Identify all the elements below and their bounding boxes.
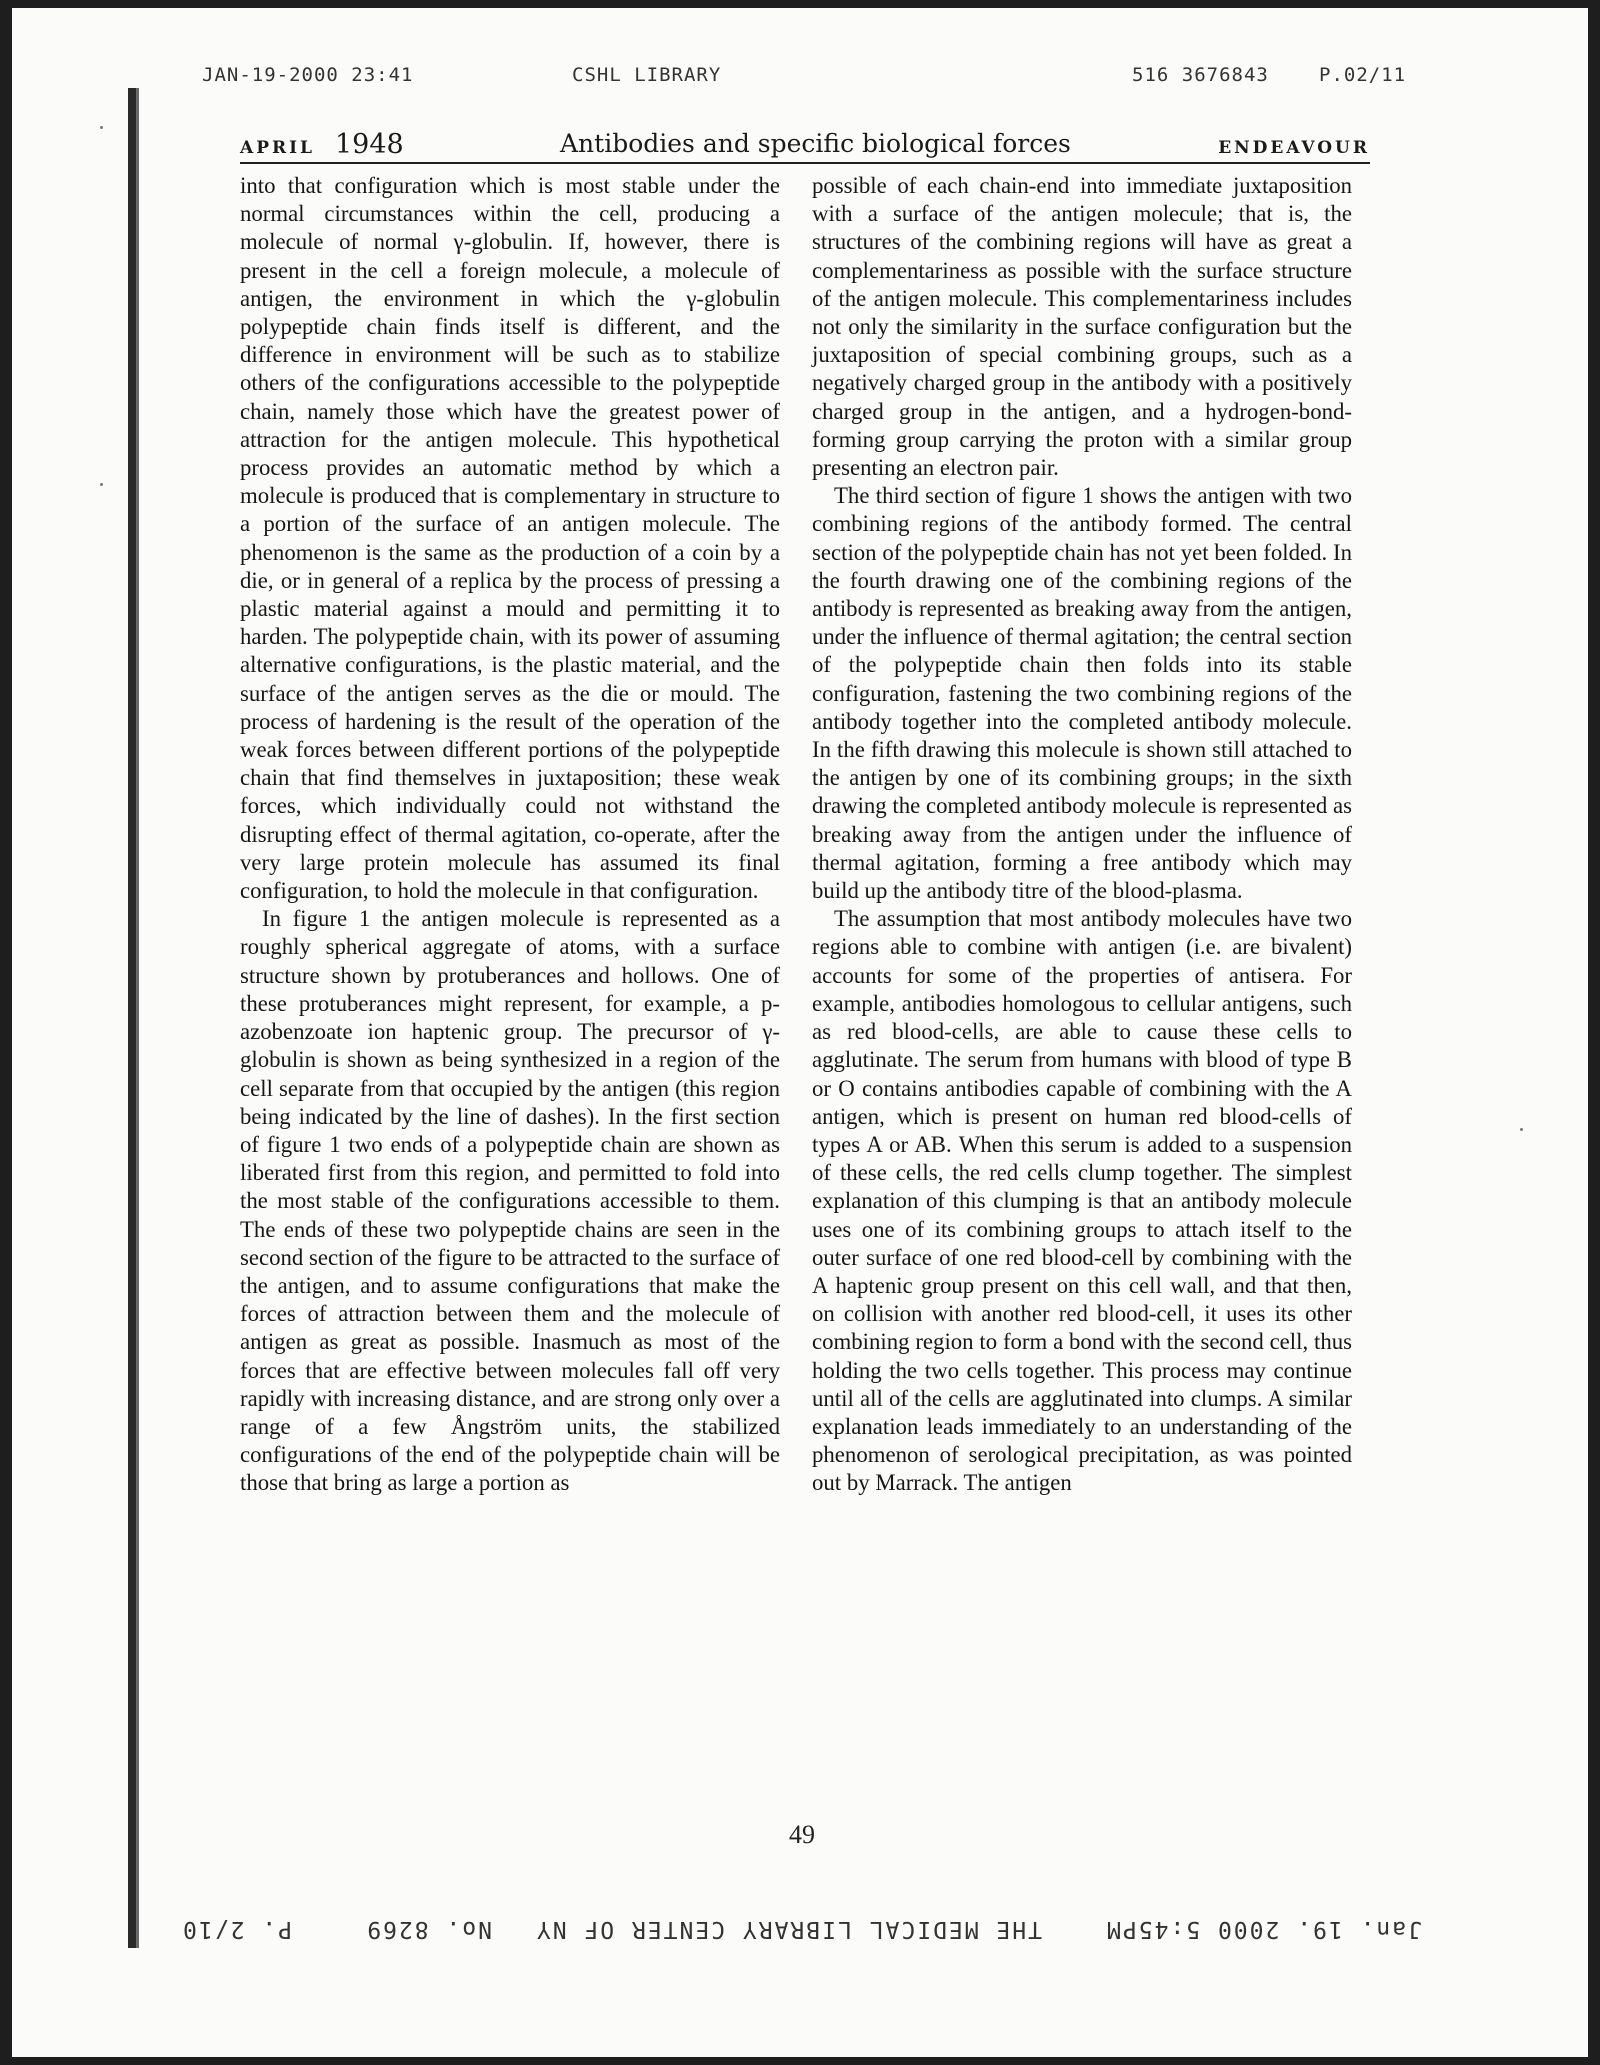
fax-header xyxy=(202,64,1432,94)
fax-footer-upside-down xyxy=(162,1908,1422,1942)
fax-footer-fax-no: No. 8269 xyxy=(365,1916,492,1942)
fax-header-sender: CSHL LIBRARY xyxy=(572,64,722,86)
running-head-journal: ENDEAVOUR xyxy=(1218,138,1370,158)
fax-footer-datetime: Jan. 19. 2000 5:45PM xyxy=(1105,1916,1422,1942)
fax-edge-mark xyxy=(128,88,136,1948)
fax-page xyxy=(12,8,1588,2057)
running-head-month: APRIL xyxy=(240,138,316,158)
paragraph: The third section of figure 1 shows the antigen with two combining regions of the antibody formed. The central section of the polypeptide chain has not yet been folded. In the fourth drawing one of the combining regions of the antibody is represented as breaking away from the antigen, under the influence of thermal agitation; the central section of the polypeptide chain then folds into its stable configuration, fastening the two combining regions of the antibody together into the completed antibody molecule. In the fifth drawing this molecule is shown still attached to the antigen by one of its combining groups; in the sixth drawing the completed antibody molecule is represented as breaking away from the antigen under the influence of thermal agitation, forming a free antibody which may build up the antibody titre of the blood-plasma. xyxy=(812,483,1352,904)
scan-speck xyxy=(100,126,103,129)
right-column xyxy=(812,172,1352,1498)
fax-footer-page: P. 2/10 xyxy=(181,1916,292,1942)
scan-speck xyxy=(1520,1128,1523,1131)
page-number: 49 xyxy=(789,1820,815,1849)
scan-speck xyxy=(100,483,103,486)
running-head xyxy=(240,126,1370,164)
paragraph: into that configuration which is most stable under the normal circumstances within the cell, producing a molecule of normal γ-globulin. If, however, there is present in the cell a foreign molecule, a molecule of antigen, the environment in which the γ-globulin polypeptide chain finds itself is different, and the difference in environment will be such as to stabilize others of the configurations accessible to the polypeptide chain, namely those which have the greatest power of attraction for the antigen molecule. This hypothetical process provides an automatic method by which a molecule is produced that is complementary in structure to a portion of the surface of an antigen molecule. The phenomenon is the same as the production of a coin by a die, or in general of a replica by the process of pressing a plastic material against a mould and permitting it to harden. The polypeptide chain, with its power of assuming alternative configurations, is the plastic material, and the surface of the antigen serves as the die or mould. The process of hardening is the result of the operation of the weak forces between different portions of the polypeptide chain that find themselves in juxtaposition; these weak forces, which individually could not withstand the disrupting effect of thermal agitation, co-operate, after the very large protein molecule has assumed its final configuration, to hold the molecule in that configuration. xyxy=(240,173,780,904)
paragraph: possible of each chain-end into immediate juxtaposition with a surface of the antigen molecule; that is, the structures of the combining regions will have as great a complementariness as possible with the surface structure of the antigen molecule. This complementariness includes not only the similarity in the surface configuration but the juxtaposition of special combining groups, such as a negatively charged group in the antibody with a positively charged group in the antigen, and a hydrogen-bond-forming group carrying the proton with a similar group presenting an electron pair. xyxy=(812,173,1352,481)
fax-header-page: P.02/11 xyxy=(1319,64,1407,86)
paragraph: The assumption that most antibody molecules have two regions able to combine with antigen (i.e. are bivalent) accounts for some of the properties of antisera. For example, antibodies homologous to cellular antigens, such as red blood-cells, are able to cause these cells to agglutinate. The serum from humans with blood of type B or O contains antibodies capable of combining with the A antigen, which is present on human red blood-cells of types A or AB. When this serum is added to a suspension of these cells, the red cells clump together. The simplest explanation of this clumping is that an antibody molecule uses one of its combining groups to attach itself to the outer surface of one red blood-cell by combining with the A haptenic group present on this cell wall, and that then, on collision with another red blood-cell, it uses its other combining region to form a bond with the second cell, thus holding the two cells together. This process may continue until all of the cells are agglutinated into clumps. A similar explanation leads immediately to an understanding of the phenomenon of serological precipitation, as was pointed out by Marrack. The antigen xyxy=(812,906,1352,1496)
fax-header-phone: 516 3676843 xyxy=(1132,64,1269,86)
running-head-year: 1948 xyxy=(335,129,404,160)
paragraph: In figure 1 the antigen molecule is represented as a roughly spherical aggregate of atoms, with a surface structure shown by protuberances and hollows. One of these protuberances might represent, for example, a p-azobenzoate ion haptenic group. The precursor of γ-globulin is shown as being synthesized in a region of the cell separate from that occupied by the antigen (this region being indicated by the line of dashes). In the first section of figure 1 two ends of a polypeptide chain are shown as liberated first from this region, and permitted to fold into the most stable of the configurations accessible to them. The ends of these two polypeptide chains are seen in the second section of the figure to be attracted to the surface of the antigen, and to assume configurations that make the forces of attraction between them and the molecule of antigen as great as possible. Inasmuch as most of the forces that are effective between molecules fall off very rapidly with increasing distance, and are strong only over a range of a few Ångström units, the stabilized configurations of the end of the polypeptide chain will be those that bring as large a portion as xyxy=(240,906,780,1496)
fax-footer-sender: THE MEDICAL LIBRARY CENTER OF NY xyxy=(534,1916,1042,1942)
running-head-title: Antibodies and specific biological forces xyxy=(560,129,1071,158)
left-column xyxy=(240,172,780,1498)
fax-edge-mark-shadow xyxy=(136,88,139,1948)
fax-header-datetime: JAN-19-2000 23:41 xyxy=(202,64,414,86)
